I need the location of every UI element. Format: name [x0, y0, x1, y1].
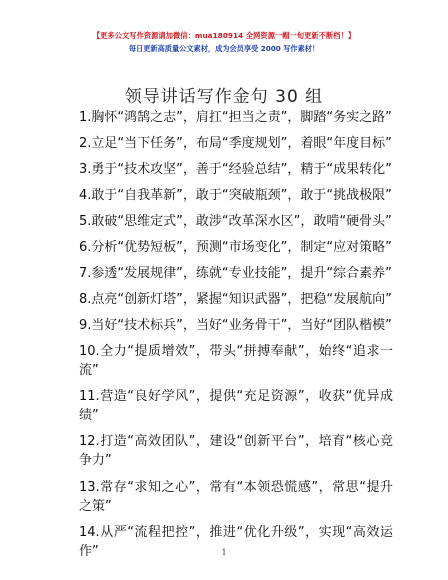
banner-line-promo: 【更多公文写作资源请加微信：mua180914 全网资源一帽一旬更新不断档！】	[92, 31, 356, 40]
list-item: 6.分析“优势短板”，预测“市场变化”，制定“应对策略”	[79, 240, 392, 255]
list-item: 12.打造“高效团队”，建设“创新平台”，培育“核心竞争力”	[79, 434, 393, 468]
list-item: 5.敢破“思维定式”，敢涉“改革深水区”，敢啃“硬骨头”	[79, 214, 392, 229]
list-item: 1.胸怀“鸿鹄之志”，肩扛“担当之责”，脚踏“务实之路”	[79, 110, 392, 125]
list-item: 10.全力“提质增效”，带头“拼搏奉献”，始终“追求一流”	[79, 344, 393, 378]
list-item: 9.当好“技术标兵”，当好“业务骨干”，当好“团队楷模”	[79, 318, 392, 333]
banner-line-update: 每日更新高质量公文素材，成为会员享受 2000 写作素材！	[128, 44, 320, 53]
phrase-list	[79, 108, 393, 561]
page-number: 1	[221, 548, 227, 557]
list-item: 8.点亮“创新灯塔”，紧握“知识武器”，把稳“发展航向”	[79, 292, 392, 307]
list-item: 13.常存“求知之心”，常有“本领恐慌感”，常思“提升之策”	[79, 480, 393, 514]
list-item: 3.勇于“技术攻坚”，善于“经验总结”，精于“成果转化”	[79, 162, 392, 177]
list-item: 4.敢于“自我革新”，敢于“突破瓶颈”，敢于“挑战极限”	[79, 188, 392, 203]
list-item: 14.从严“流程把控”，推进“优化升级”，实现“高效运作”	[79, 525, 393, 559]
header-banner	[0, 31, 448, 54]
document-title: 领导讲话写作金句 30 组	[124, 87, 324, 107]
list-item: 2.立足“当下任务”，布局“季度规划”，着眼“年度目标”	[79, 136, 392, 151]
list-item: 11.营造“良好学风”，提供“充足资源”，收获“优异成绩”	[79, 389, 393, 423]
list-item: 7.参透“发展规律”，练就“专业技能”，提升“综合素养”	[79, 266, 392, 281]
